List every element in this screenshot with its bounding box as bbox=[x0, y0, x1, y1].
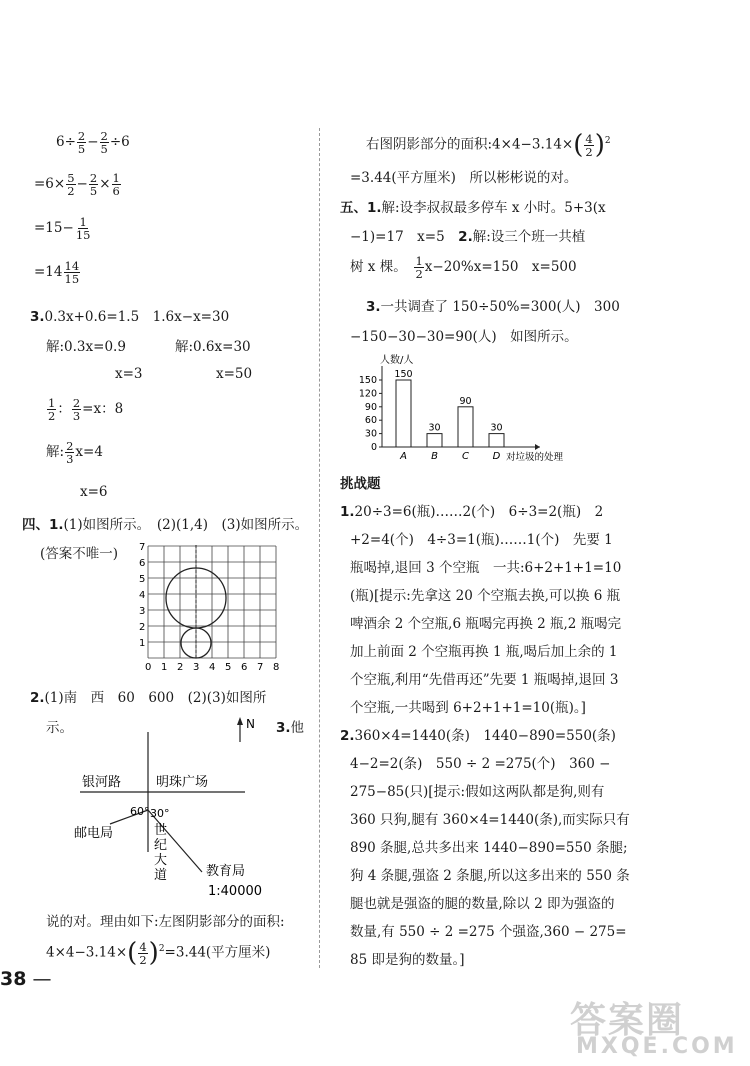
ch2-line: 狗 4 条腿,强盗 2 条腿,所以这多出来的 550 条 bbox=[350, 868, 630, 884]
right-line-2: =3.44(平方厘米) 所以彬彬说的对。 bbox=[350, 170, 578, 186]
grid-y-tick: 3 bbox=[139, 606, 146, 617]
post-label: 邮电局 bbox=[74, 826, 114, 841]
grid-x-tick: 3 bbox=[193, 662, 200, 673]
chart-category: C bbox=[462, 451, 469, 462]
plaza-label: 明珠广场 bbox=[156, 775, 209, 790]
grid-y-tick: 5 bbox=[139, 574, 146, 585]
chart-bar-value: 150 bbox=[394, 369, 413, 380]
q3-line-2b: 解:0.6x=30 bbox=[175, 339, 251, 355]
equation-line-3: =15− $\frac{1}{15}$ bbox=[34, 215, 91, 242]
chart-bar-value: 90 bbox=[459, 395, 472, 407]
q3-solution: 解: $\frac{2}{3}$ x=4 bbox=[46, 439, 103, 466]
grid-x-tick: 2 bbox=[177, 662, 184, 673]
north-arrow-head bbox=[237, 717, 243, 725]
challenge-title: 挑战题 bbox=[340, 476, 381, 492]
sec4-note: (答案不唯一) bbox=[40, 546, 119, 562]
chart-category: A bbox=[400, 451, 407, 462]
grid-x-tick: 0 bbox=[145, 662, 152, 673]
ch1-line: +2=4(个) 4÷3=1(瓶)……1(个) 先要 1 bbox=[350, 532, 613, 548]
ch2-line: 275−85(只)[提示:假如这两队都是狗,则有 bbox=[350, 784, 605, 800]
sec5-line-3: 树 x 棵。 $\frac{1}{2}$ x−20%x=150 x=500 bbox=[350, 254, 577, 281]
ch2-line: 2.360×4=1440(条) 1440−890=550(条) bbox=[340, 728, 616, 744]
ch2-line: 4−2=2(条) 550 ÷ 2 =275(个) 360 − bbox=[350, 756, 611, 772]
chart-bar bbox=[489, 434, 504, 447]
chart-bar bbox=[396, 380, 411, 447]
chart-ytick-label: 30 bbox=[364, 428, 377, 440]
explain-line-2: 4×4−3.14×( $\frac{4}{2}$ )$^2$=3.44(平方厘米) bbox=[46, 938, 271, 968]
bar-chart bbox=[340, 352, 580, 467]
q2-line-1: 2.(1)南 西 60 600 (2)(3)如图所 bbox=[30, 690, 267, 706]
chart-ytick-label: 60 bbox=[364, 415, 377, 427]
ch1-line: 加上前面 2 个空瓶再换 1 瓶,喝后加上余的 1 bbox=[350, 644, 618, 660]
watermark-url: MXQE.COM bbox=[576, 1034, 738, 1059]
avenue-char-1: 世 bbox=[154, 823, 168, 838]
sec5-line-4: 3.一共调查了 150÷50%=300(人) 300 bbox=[366, 299, 620, 315]
grid-y-tick: 7 bbox=[139, 542, 146, 553]
school-label: 教育局 bbox=[206, 864, 246, 879]
angle-60: 60° bbox=[130, 805, 150, 818]
chart-ytick-label: 90 bbox=[364, 401, 377, 413]
chart-ytick-label: 0 bbox=[370, 442, 377, 453]
q3-line-2a: 解:0.3x=0.9 bbox=[46, 339, 126, 355]
chart-ylabel: 人数/人 bbox=[380, 355, 414, 366]
equation-line-2: =6× $\frac{5}{2}$ − $\frac{2}{5}$ × $\frac{1}{6}$ bbox=[34, 171, 120, 198]
sec5-line-2: −1)=17 x=5 2.解:设三个班一共植 bbox=[350, 229, 586, 245]
map-diagram bbox=[70, 712, 270, 902]
ch1-line: 个空瓶,利用“先借再还”先要 1 瓶喝掉,退回 3 bbox=[350, 672, 619, 688]
north-label: N bbox=[246, 717, 255, 731]
chart-bar-value: 30 bbox=[428, 422, 441, 434]
scale-label: 1:40000 bbox=[208, 884, 263, 899]
equation-line-1: 6÷ $\frac{2}{5}$ − $\frac{2}{5}$ ÷6 bbox=[56, 129, 130, 156]
ch1-line: 1.20÷3=6(瓶)……2(个) 6÷3=2(瓶) 2 bbox=[340, 504, 604, 520]
chart-category: D bbox=[492, 451, 501, 462]
road-label: 银河路 bbox=[82, 775, 122, 790]
grid-x-tick: 1 bbox=[161, 662, 168, 673]
ch1-line: 啤酒余 2 个空瓶,6 瓶喝完再换 2 瓶,2 瓶喝完 bbox=[350, 616, 622, 632]
grid-x-tick: 8 bbox=[273, 662, 280, 673]
right-line-1: 右图阴影部分的面积:4×4−3.14×( $\frac{4}{2}$ )$^2$ bbox=[366, 130, 611, 160]
watermark-logo: 答案圈 bbox=[570, 1000, 685, 1041]
x-axis-arrow bbox=[535, 444, 540, 450]
avenue-char-2: 纪 bbox=[154, 838, 168, 853]
q3-final: x=6 bbox=[80, 484, 108, 500]
q3-line-1: 3.0.3x+0.6=1.5 1.6x−x=30 bbox=[30, 309, 230, 325]
grid-x-tick: 6 bbox=[241, 662, 248, 673]
chart-ytick-label: 120 bbox=[358, 388, 377, 400]
grid-x-tick: 5 bbox=[225, 662, 232, 673]
avenue-char-3: 大 bbox=[154, 853, 168, 868]
chart-bar-value: 30 bbox=[490, 422, 503, 434]
chart-ytick-label: 150 bbox=[358, 375, 377, 386]
avenue-char-4: 道 bbox=[154, 868, 168, 883]
grid-y-tick: 1 bbox=[139, 638, 146, 649]
chart-xlabel: 对垃圾的处理 bbox=[506, 452, 564, 463]
ch1-line: 瓶喝掉,退回 3 个空瓶 一共:6+2+1+1=10 bbox=[350, 560, 622, 576]
ch2-line: 85 即是狗的数量。] bbox=[350, 952, 465, 968]
column-divider bbox=[319, 128, 320, 968]
coordinate-grid bbox=[130, 540, 280, 675]
grid-y-tick: 6 bbox=[139, 558, 146, 569]
chart-bar bbox=[427, 434, 442, 447]
q3-proportion: $\frac{1}{2}$ ： $\frac{2}{3}$ =x：8 bbox=[48, 396, 124, 423]
grid-x-tick: 4 bbox=[209, 662, 216, 673]
grid-x-tick: 7 bbox=[257, 662, 264, 673]
equation-line-4: =14 $\frac{14}{15}$ bbox=[34, 259, 80, 286]
angle-30: 30° bbox=[150, 807, 170, 820]
ch1-line: (瓶)[提示:先拿这 20 个空瓶去换,可以换 6 瓶 bbox=[350, 588, 621, 604]
q3-line-3a: x=3 bbox=[115, 366, 143, 382]
ch2-line: 腿也就是强盗的腿的数量,除以 2 即为强盗的 bbox=[350, 896, 615, 912]
chart-bar bbox=[458, 407, 473, 447]
ch2-line: 890 条腿,总共多出来 1440−890=550 条腿; bbox=[350, 840, 628, 856]
explain-line-1: 说的对。理由如下:左图阴影部分的面积: bbox=[46, 914, 285, 930]
sec5-line-5: −150−30−30=90(人) 如图所示。 bbox=[350, 329, 578, 345]
page-number: 38 — bbox=[0, 968, 52, 990]
grid-y-tick: 4 bbox=[139, 590, 146, 601]
ch2-line: 360 只狗,腿有 360×4=1440(条),而实际只有 bbox=[350, 812, 630, 828]
grid-lines bbox=[148, 546, 276, 658]
q3b-line: 3.他 bbox=[276, 720, 305, 736]
chart-category: B bbox=[431, 451, 438, 462]
q2-line-2: 示。 bbox=[46, 720, 73, 736]
q3-line-3b: x=50 bbox=[216, 366, 253, 382]
ch1-line: 个空瓶,一共喝到 6+2+1+1=10(瓶)。] bbox=[350, 700, 586, 716]
sec4-line: 四、1.(1)如图所示。 (2)(1,4) (3)如图所示。 bbox=[22, 517, 309, 533]
grid-y-tick: 2 bbox=[139, 622, 146, 633]
ch2-line: 数量,有 550 ÷ 2 =275 个强盗,360 − 275= bbox=[350, 924, 627, 940]
sec5-line-1: 五、1.解:设李叔叔最多停车 x 小时。5+3(x bbox=[340, 200, 606, 216]
